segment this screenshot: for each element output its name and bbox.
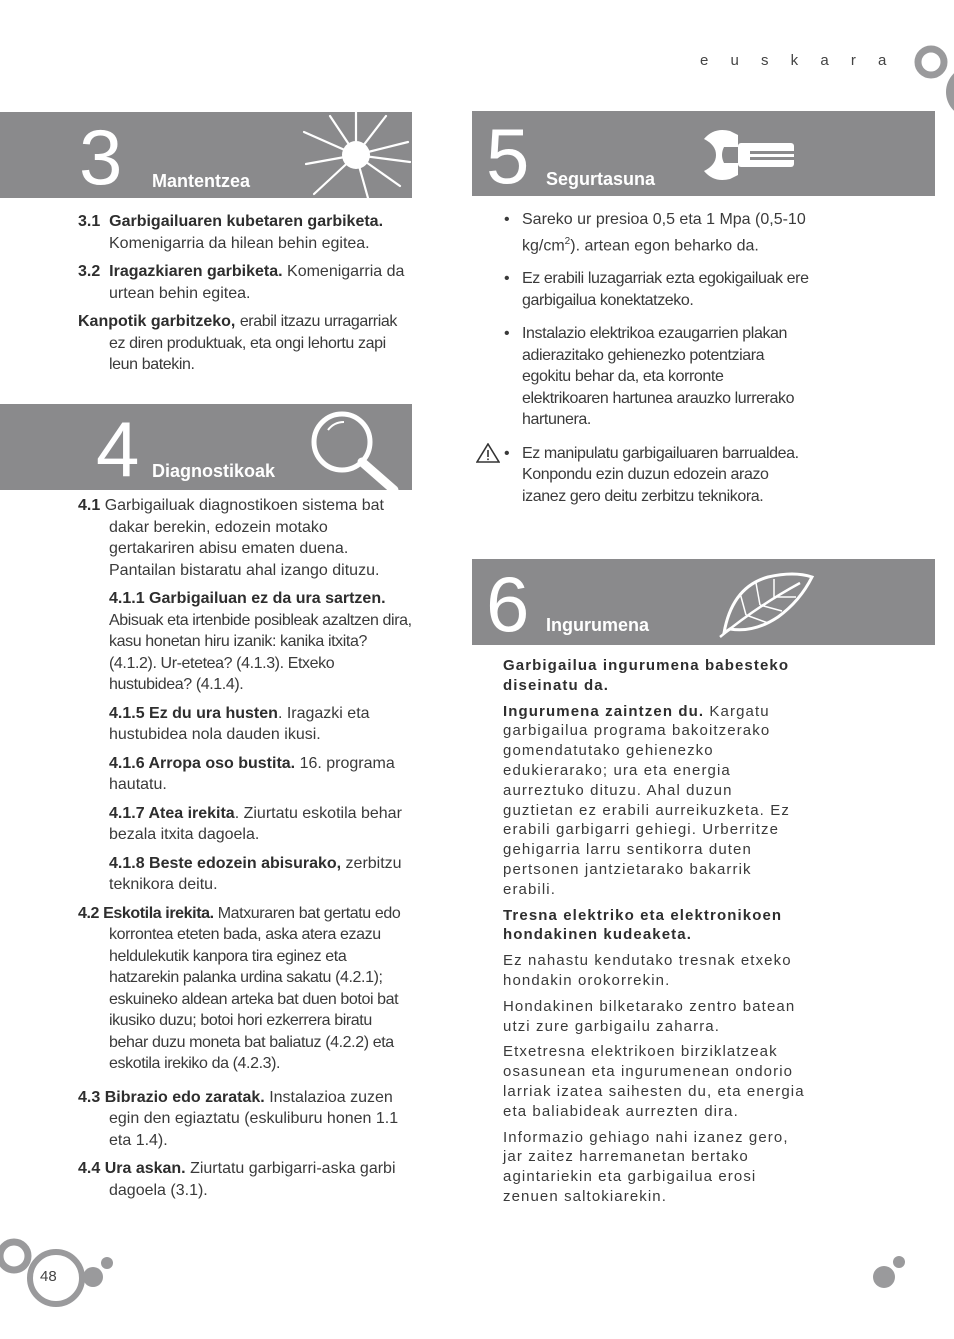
safety-bullet-pressure: • Sareko ur presioa 0,5 eta 1 Mpa (0,5-10 $kg/cm^2$). artean egon beharko da. <box>504 211 806 254</box>
env-paragraph: Informazio gehiago nahi izanez gero, jar zaitez harremanetan bertako agintariekin eta garbigailua erosi zenuen saltokiarekin. <box>503 1128 789 1205</box>
item-4-1-1: 4.1.1 Garbigailuan ez da ura sartzen. Abisuak eta irtenbide posibleak azaltzen dira, kasu honetan hiru izanik: kanika itxita? (4.1.2). Ur-etetea? (4.1.3). Etxeko hustubidea? (4.1.4). <box>109 590 412 693</box>
section-number: 6 <box>486 560 530 645</box>
section-title: Diagnostikoak <box>152 461 276 481</box>
item-4-1-8: 4.1.8 Beste edozein abisurako, zerbitzu teknikora deitu. <box>109 854 402 893</box>
env-weee-heading: Tresna elektriko eta elektronikoen hondakinen kudeaketa. <box>503 906 783 944</box>
section-banner-maintenance <box>0 112 412 198</box>
env-intro: Garbigailua ingurumena babesteko diseinatu da. <box>503 657 790 694</box>
item-3-2: 3.2 Iragazkiaren garbiketa. Komenigarria da urtean behin egitea. <box>78 263 405 302</box>
wrench-icon <box>700 125 806 187</box>
decor-circles-bottom-right <box>868 1252 908 1292</box>
item-4-1-6: 4.1.6 Arropa oso bustita. 16. programa hautatu. <box>109 754 395 793</box>
safety-section <box>472 209 812 519</box>
item-4-1-7: 4.1.7 Atea irekita. Ziurtatu eskotila behar bezala itxita dagoela. <box>109 804 402 843</box>
section-title: Segurtasuna <box>546 169 656 189</box>
item-4-4: 4.4 Ura askan. Ziurtatu garbigarri-aska garbi dagoela (3.1). <box>78 1160 396 1199</box>
external-cleaning: Kanpotik garbitzeko, erabil itzazu urragarriak ez diren produktuak, eta ongi lehortu zapi leun batekin. <box>78 313 397 373</box>
item-4-1-5: 4.1.5 Ez du ura husten. Iragazki eta hustubidea nola dauden ikusi. <box>109 704 370 743</box>
maintenance-section <box>78 211 412 383</box>
env-paragraph: Etxetresna elektrikoen birziklatzeak osasunean eta ingurumenean ondorio larriak izatea saihesten du, eta energia eta baliabideak aurrezten dira. <box>503 1043 805 1120</box>
item-4-2: 4.2 Eskotila irekita. Matxuraren bat gertatu edo korrontea eteten bada, aska atera ezazu heldulekutik kanpora tira eginez eta hatzarekin palanka urdina sakatu (4.2.1); eskuineko aldean arteka bat duen botoi bat ikusiko duzu; botoi hori ezkerrera biratu behar duzu moneta bat baliatuz (4.2.2) eta eskotila irekiko da (4.2.3). <box>78 904 401 1072</box>
warning-icon <box>476 443 500 463</box>
magnifier-icon <box>306 408 412 490</box>
section-title: Ingurumena <box>546 615 650 635</box>
item-3-1: 3.1 Garbigailuaren kubetaren garbiketa. Komenigarria da hilean behin egitea. <box>78 213 384 252</box>
diagnostics-section <box>78 495 412 1208</box>
language-label: e u s k a r a <box>700 52 896 69</box>
decor-circles-bottom-left <box>0 1232 120 1339</box>
section-title: Mantentzea <box>152 171 251 191</box>
item-4-3: 4.3 Bibrazio edo zaratak. Instalazioa zuzen egin den egiaztatu (eskuliburu honen 1.1 eta 1.4). <box>78 1088 399 1149</box>
env-care: Ingurumena zaintzen du. Kargatu garbigailua programa bakoitzerako gomendatutako gehienezko edukierarako; ura eta energia aurreztuko dituzu. Ahal duzun guztietan ez erabili aurreikuzketa. Ez erabili garbigarri gehiegi. Urberritze gehigarria larru sentikorra duten pertsonen jantzietarako bakarrik erabili. <box>503 702 790 898</box>
sparkle-icon <box>300 112 412 198</box>
item-4-1: 4.1 Garbigailuak diagnostikoen sistema bat dakar berekin, edozein motako gertakariren abisu ematen duena. Pantailan bistaratu ahal izango dituzu. <box>78 497 384 579</box>
section-number: 5 <box>486 112 530 196</box>
section-banner-diagnostics <box>0 404 412 490</box>
safety-bullet-electrical: • Instalazio elektrikoa ezaugarrien plakan adierazitako gehienezko potentziara egokitu behar da, eta korronte elektrikoaren hartunea arauzko lurrerako hartunera. <box>504 325 795 429</box>
environment-section <box>503 656 807 1213</box>
env-paragraph: Ez nahastu kendutako tresnak etxeko hondakin orokorrekin. <box>503 952 792 989</box>
decor-circles-top-right <box>900 30 954 120</box>
section-number: 3 <box>79 113 123 198</box>
safety-bullet-extensions: • Ez erabili luzagarriak ezta egokigailuak ere garbigailua konektatzeko. <box>504 270 809 309</box>
leaf-icon <box>716 567 816 639</box>
page-number: 48 <box>40 1268 57 1285</box>
safety-bullet-warning: • Ez manipulatu garbigailuaren barrualdea. Konpondu ezin duzun edozein arazo izanez gero deitu zerbitzu teknikora. <box>472 443 812 508</box>
section-banner-safety <box>472 111 935 196</box>
env-paragraph: Hondakinen bilketarako zentro batean utzi zure garbigailu zaharra. <box>503 997 796 1035</box>
section-banner-environment <box>472 559 935 645</box>
section-number: 4 <box>96 405 140 490</box>
